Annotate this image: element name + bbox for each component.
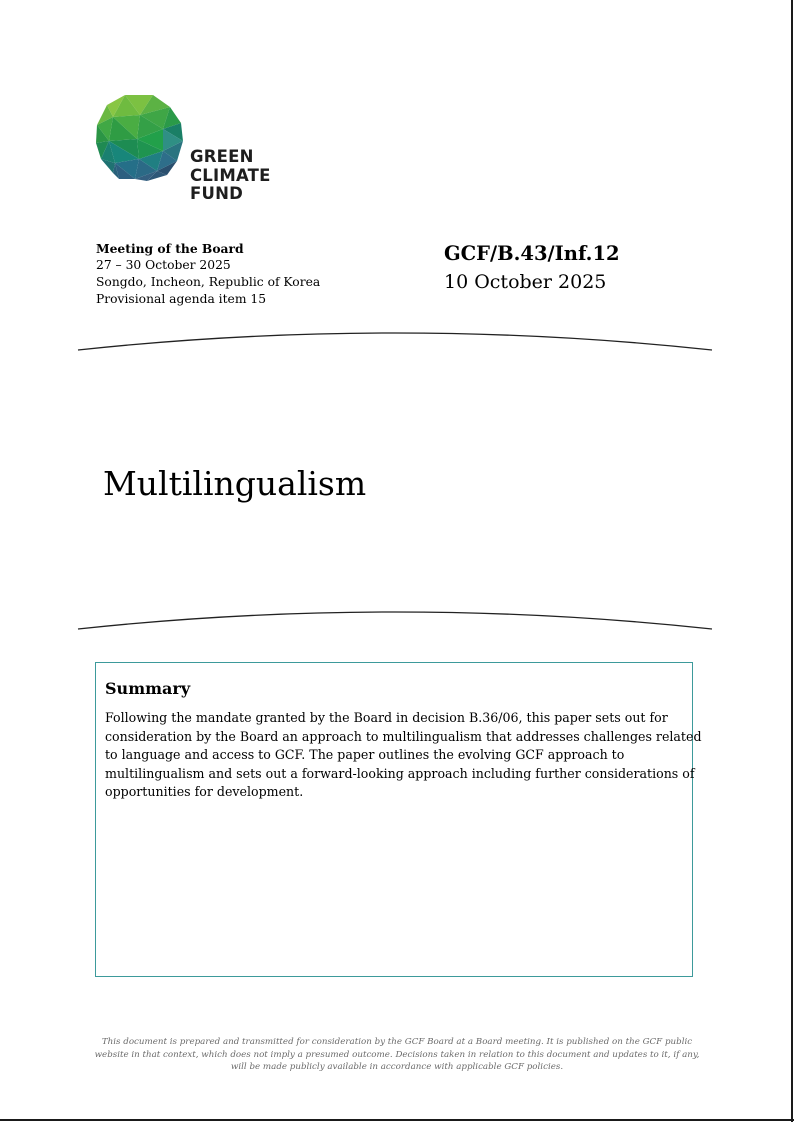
page-edge-right bbox=[791, 0, 793, 1122]
disclaimer-line: This document is prepared and transmitted for consideration by the GCF Board at a Board meeting. It is published on the GCF public bbox=[101, 1037, 693, 1047]
summary-line: to language and access to GCF. The paper outlines the evolving GCF approach to bbox=[105, 747, 625, 763]
decorative-arc-top bbox=[0, 320, 794, 360]
document-title: Multilingualism bbox=[103, 464, 367, 503]
document-date: 10 October 2025 bbox=[444, 271, 607, 293]
summary-text bbox=[105, 709, 702, 802]
summary-line: opportunities for development. bbox=[105, 784, 304, 800]
gcf-logo bbox=[95, 93, 275, 208]
meeting-dates: 27 – 30 October 2025 bbox=[96, 258, 231, 272]
logo-line-fund: FUND bbox=[190, 184, 243, 203]
document-code: GCF/B.43/Inf.12 bbox=[444, 242, 620, 265]
logo-wordmark bbox=[190, 148, 271, 204]
disclaimer-footer bbox=[80, 1036, 714, 1074]
decorative-arc-bottom bbox=[0, 599, 794, 639]
page-edge-bottom bbox=[0, 1119, 794, 1121]
logo-line-green: GREEN bbox=[190, 147, 254, 166]
globe-icosahedron-icon bbox=[95, 93, 185, 183]
logo-line-climate: CLIMATE bbox=[190, 165, 271, 185]
disclaimer-line: will be made publicly available in accordance with applicable GCF policies. bbox=[230, 1062, 564, 1072]
summary-heading: Summary bbox=[105, 679, 191, 698]
meeting-info bbox=[96, 240, 320, 308]
disclaimer-line: website in that context, which does not imply a presumed outcome. Decisions taken in relation to this document and updates to it, if any, bbox=[94, 1049, 700, 1060]
summary-line: consideration by the Board an approach to multilingualism that addresses challenges related bbox=[105, 728, 702, 744]
summary-line: multilingualism and sets out a forward-looking approach including further considerations of bbox=[105, 765, 695, 781]
meeting-location: Songdo, Incheon, Republic of Korea bbox=[96, 275, 321, 289]
summary-line: Following the mandate granted by the Board in decision B.36/06, this paper sets out for bbox=[105, 710, 668, 725]
summary-box bbox=[95, 662, 702, 977]
meeting-agenda-item: Provisional agenda item 15 bbox=[96, 292, 267, 306]
document-reference bbox=[444, 241, 620, 297]
meeting-heading: Meeting of the Board bbox=[96, 241, 244, 256]
